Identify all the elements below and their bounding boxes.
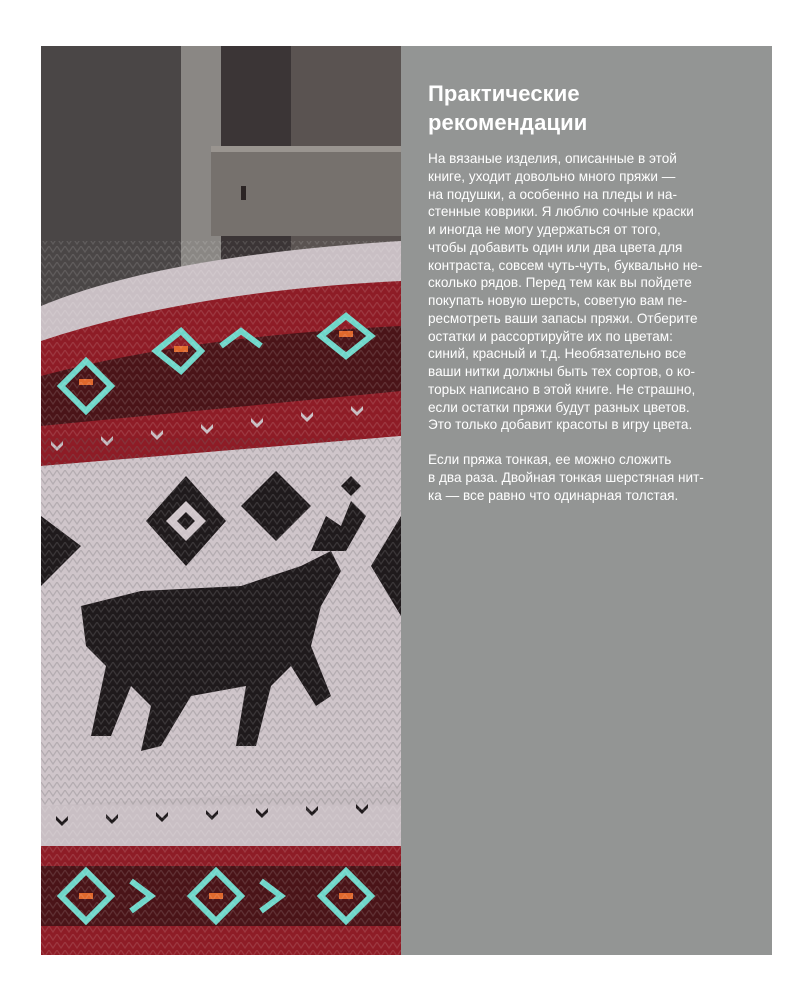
photo-illustration (41, 46, 401, 955)
text-line: торых написано в этой книге. Не страшно, (428, 381, 696, 397)
text-line: и иногда не могу удержаться от того, (428, 222, 661, 237)
text-line: книге, уходит довольно много пряжи — (428, 168, 676, 184)
text-line: На вязаные изделия, описанные в этой (428, 151, 677, 166)
text-line: ка — все равно что одинарная толстая. (428, 487, 679, 503)
title-line: Практические (428, 81, 580, 106)
section-title (428, 79, 748, 137)
text-panel (401, 46, 772, 955)
text-line: Если пряжа тонкая, ее можно сложить (428, 452, 672, 467)
text-line: в два раза. Двойная тонкая шерстяная нит- (428, 469, 704, 485)
knitted-blanket-photo (41, 46, 401, 955)
paragraph (428, 150, 746, 434)
text-line: если остатки пряжи будут разных цветов. (428, 399, 690, 415)
text-line: сколько рядов. Перед тем как вы пойдете (428, 275, 692, 291)
text-line: Это только добавит красоты в игру цвета. (428, 417, 693, 433)
text-line: синий, красный и т.д. Необязательно все (428, 346, 687, 362)
text-line: стенные коврики. Я люблю сочные краски (428, 204, 694, 220)
text-line: покупать новую шерсть, советую вам пе- (428, 293, 688, 308)
text-line: ваши нитки должны быть тех сортов, о ко- (428, 364, 696, 379)
body-text (428, 150, 746, 504)
paragraph (428, 451, 746, 504)
text-line: чтобы добавить один или два цвета для (428, 239, 683, 255)
text-line: на подушки, а особенно на пледы и на- (428, 186, 677, 202)
text-line: остатки и рассортируйте их по цветам: (428, 328, 673, 344)
title-line: рекомендации (428, 110, 588, 135)
text-line: ресмотреть ваши запасы пряжи. Отберите (428, 310, 698, 326)
text-line: контраста, совсем чуть-чуть, буквально не- (428, 257, 703, 273)
